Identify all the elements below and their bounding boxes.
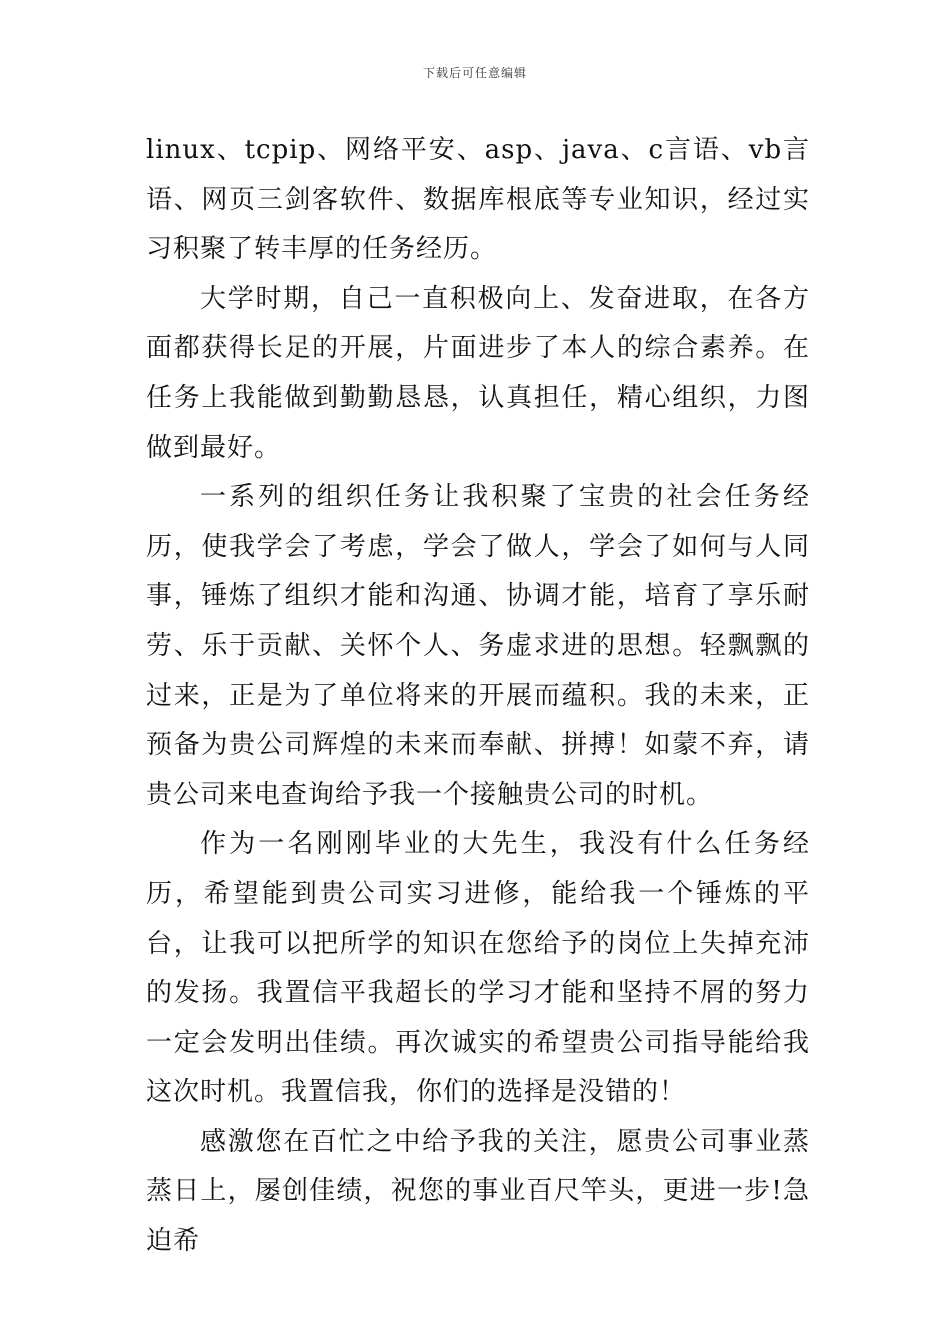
paragraph-thanks: 感激您在百忙之中给予我的关注，愿贵公司事业蒸蒸日上，屡创佳绩，祝您的事业百尺竿头，更进一步!急迫希 (146, 1126, 810, 1257)
paragraph-organization: 一系列的组织任务让我积聚了宝贵的社会任务经历，使我学会了考虑，学会了做人，学会了如何与人同事，锤炼了组织才能和沟通、协调才能，培育了享乐耐劳、乐于贡献、关怀个人、务虚求进的思想。轻飘飘的过来，正是为了单位将来的开展而蕴积。我的未来，正预备为贵公司辉煌的未来而奉献、拼搏！如蒙不弃，请贵公司来电查询给予我一个接触贵公司的时机。 (146, 482, 810, 810)
paragraph-university: 大学时期，自己一直积极向上、发奋进取，在各方面都获得长足的开展，片面进步了本人的综合素养。在任务上我能做到勤勤恳恳，认真担任，精心组织，力图做到最好。 (146, 283, 810, 463)
page-header-note: 下载后可任意编辑 (422, 66, 527, 80)
document-body (146, 126, 810, 1267)
paragraph-skills: linux、tcpip、网络平安、asp、java、c言语、vb言语、网页三剑客软件、数据库根底等专业知识，经过实习积聚了转丰厚的任务经历。 (146, 135, 810, 265)
paragraph-internship: 作为一名刚刚毕业的大先生，我没有什么任务经历，希望能到贵公司实习进修，能给我一个锤炼的平台，让我可以把所学的知识在您给予的岗位上失掉充沛的发扬。我置信平我超长的学习才能和坚持不屑的努力一定会发明出佳绩。再次诚实的希望贵公司指导能给我这次时机。我置信我，你们的选择是没错的！ (146, 829, 810, 1108)
